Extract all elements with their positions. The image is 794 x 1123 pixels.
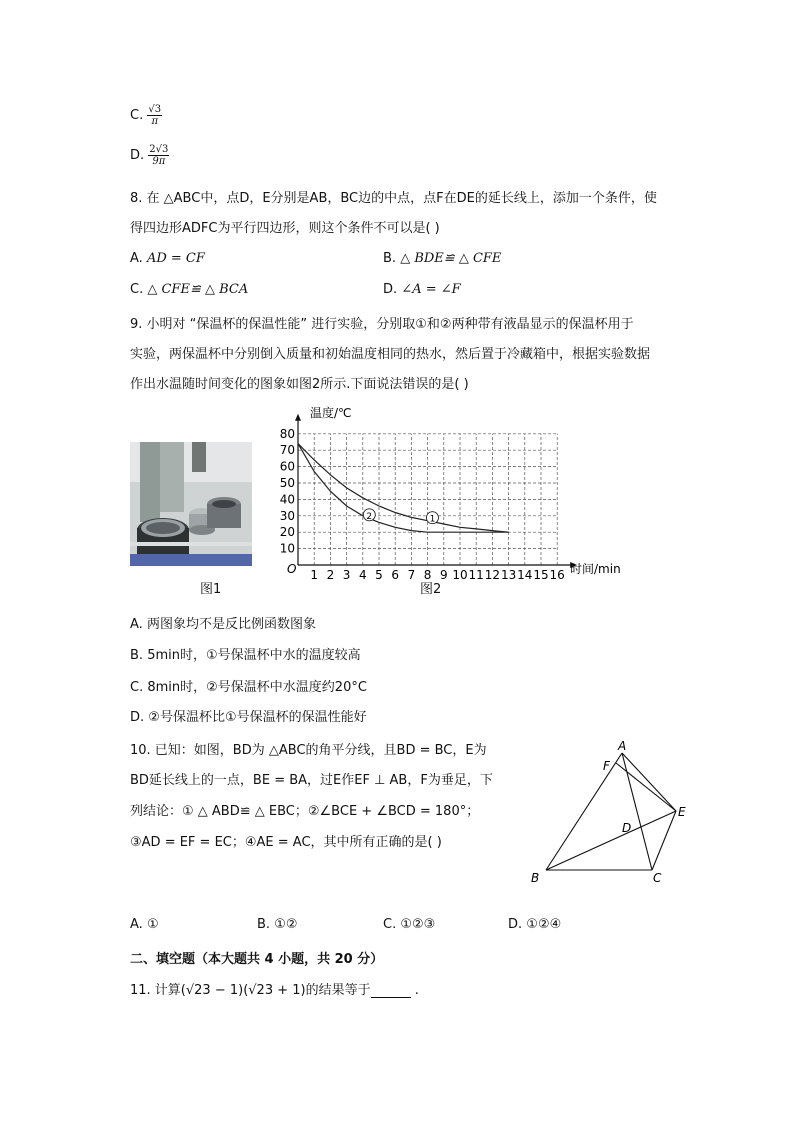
q9-option-b: B. 5min时，①号保温杯中水的温度较高 <box>130 648 361 663</box>
q10-stem-line4: ③AD = EF = EC；④AE = AC，其中所有正确的是( ) <box>130 835 442 850</box>
y-tick-label: 60 <box>279 459 295 474</box>
y-tick-label: 30 <box>279 508 295 523</box>
series-line <box>298 444 509 533</box>
chart-y-axis-label: 温度/℃ <box>310 406 352 420</box>
x-tick-label: 6 <box>391 568 400 582</box>
x-tick-label: 8 <box>423 568 432 582</box>
y-tick-label: 50 <box>279 476 295 490</box>
figure1-caption: 图1 <box>200 582 222 597</box>
q10-option-b: B. ①② <box>257 917 298 932</box>
q9-stem-line1: 9. 小明对 “保温杯的保温性能” 进行实验，分别取①和②两种带有液晶显示的保温杯用于 <box>130 317 634 332</box>
q8-option-d: D. ∠A = ∠F <box>383 282 461 297</box>
x-tick-label: 3 <box>342 568 351 582</box>
x-tick-label: 14 <box>517 568 533 582</box>
q9-stem-line2: 实验，两保温杯中分别倒入质量和初始温度相同的热水，然后置于冷藏箱中，根据实验数据 <box>130 347 651 362</box>
q10-option-d: D. ①②④ <box>508 917 562 932</box>
y-tick-label: 20 <box>279 525 295 540</box>
q8-option-b: B. △ BDE≌ △ CFE <box>383 251 502 266</box>
q9-option-a: A. 两图象均不是反比例函数图象 <box>130 617 316 632</box>
x-tick-label: 7 <box>407 568 416 582</box>
point-d-label: D <box>622 821 632 835</box>
geometry-figure <box>525 740 705 890</box>
segment-ae <box>622 753 676 811</box>
q10-stem-line2: BD延长线上的一点，BE = BA，过E作EF ⊥ AB，F为垂足，下 <box>130 773 493 788</box>
series-line <box>298 444 509 533</box>
answer-blank[interactable] <box>371 985 411 998</box>
temperature-chart <box>278 403 638 583</box>
series-number: 2 <box>366 511 373 522</box>
q7-option-d-fraction: $\frac{2√3}{9\pi}$ <box>149 144 169 167</box>
point-b-label: B <box>531 871 540 885</box>
q7-option-c: C. $\frac{√3}{\pi}$ <box>130 104 162 127</box>
x-tick-label: 12 <box>484 568 501 582</box>
q9-option-c: C. 8min时，②号保温杯中水温度约20°C <box>130 680 367 695</box>
q9-stem-line3: 作出水温随时间变化的图象如图2所示.下面说法错误的是( ) <box>130 377 469 392</box>
q8-option-c: C. △ CFE≌ △ BCA <box>130 282 249 297</box>
y-tick-label: 80 <box>279 426 295 441</box>
point-c-label: C <box>653 871 662 885</box>
q10-stem-line1: 10. 已知：如图，BD为 △ABC的角平分线，且BD = BC，E为 <box>130 743 487 758</box>
chart-ticks <box>280 427 565 582</box>
y-tick-label: 70 <box>279 443 295 458</box>
chart-axes <box>295 414 577 568</box>
point-f-label: F <box>603 759 610 773</box>
y-axis-arrow <box>295 414 301 421</box>
x-tick-label: 10 <box>452 568 468 582</box>
q8-stem-line1: 8. 在 △ABC中，点D，E分别是AB，BC边的中点，点F在DE的延长线上，添加一个条件，使 <box>130 191 657 206</box>
q9-option-d: D. ②号保温杯比①号保温杯的保温性能好 <box>130 710 367 725</box>
q8-stem-line2: 得四边形ADFC为平行四边形，则这个条件不可以是( ) <box>130 221 440 236</box>
series-number: 1 <box>429 514 436 525</box>
x-tick-label: 5 <box>375 568 383 582</box>
y-tick-label: 10 <box>279 541 295 556</box>
chart-origin-label: O <box>287 562 297 576</box>
x-tick-label: 16 <box>549 568 565 582</box>
figure2-caption: 图2 <box>420 582 442 597</box>
segment-ac <box>622 753 652 870</box>
q10-option-a: A. ① <box>130 917 159 932</box>
segment-fe <box>616 763 676 811</box>
q8-option-a: A. AD = CF <box>130 251 205 266</box>
q7-option-c-fraction: $\frac{√3}{\pi}$ <box>148 104 162 127</box>
q10-stem-line3: 列结论：① △ ABD≌ △ EBC；②∠BCE + ∠BCD = 180°； <box>130 804 480 819</box>
chart-grid <box>298 434 557 565</box>
q7-option-d: D. $\frac{2√3}{9\pi}$ <box>130 144 169 167</box>
x-tick-label: 15 <box>533 568 549 582</box>
chart-lines <box>298 444 509 533</box>
x-tick-label: 13 <box>500 568 517 582</box>
x-tick-label: 11 <box>468 568 484 582</box>
point-a-label: A <box>618 740 627 753</box>
x-tick-label: 9 <box>439 568 448 582</box>
q11-stem: 11. 计算(√23 − 1)(√23 + 1)的结果等于 . <box>130 983 419 998</box>
y-tick-label: 40 <box>279 492 295 507</box>
section-title: 二、填空题（本大题共 4 小题，共 20 分） <box>130 952 384 967</box>
chart-x-axis-label: 时间/min <box>570 562 621 576</box>
x-tick-label: 4 <box>358 568 367 582</box>
x-tick-label: 2 <box>326 568 335 582</box>
point-e-label: E <box>678 805 686 819</box>
x-tick-label: 1 <box>310 568 319 582</box>
q10-option-c: C. ①②③ <box>383 917 436 932</box>
thermos-photo <box>130 442 252 566</box>
